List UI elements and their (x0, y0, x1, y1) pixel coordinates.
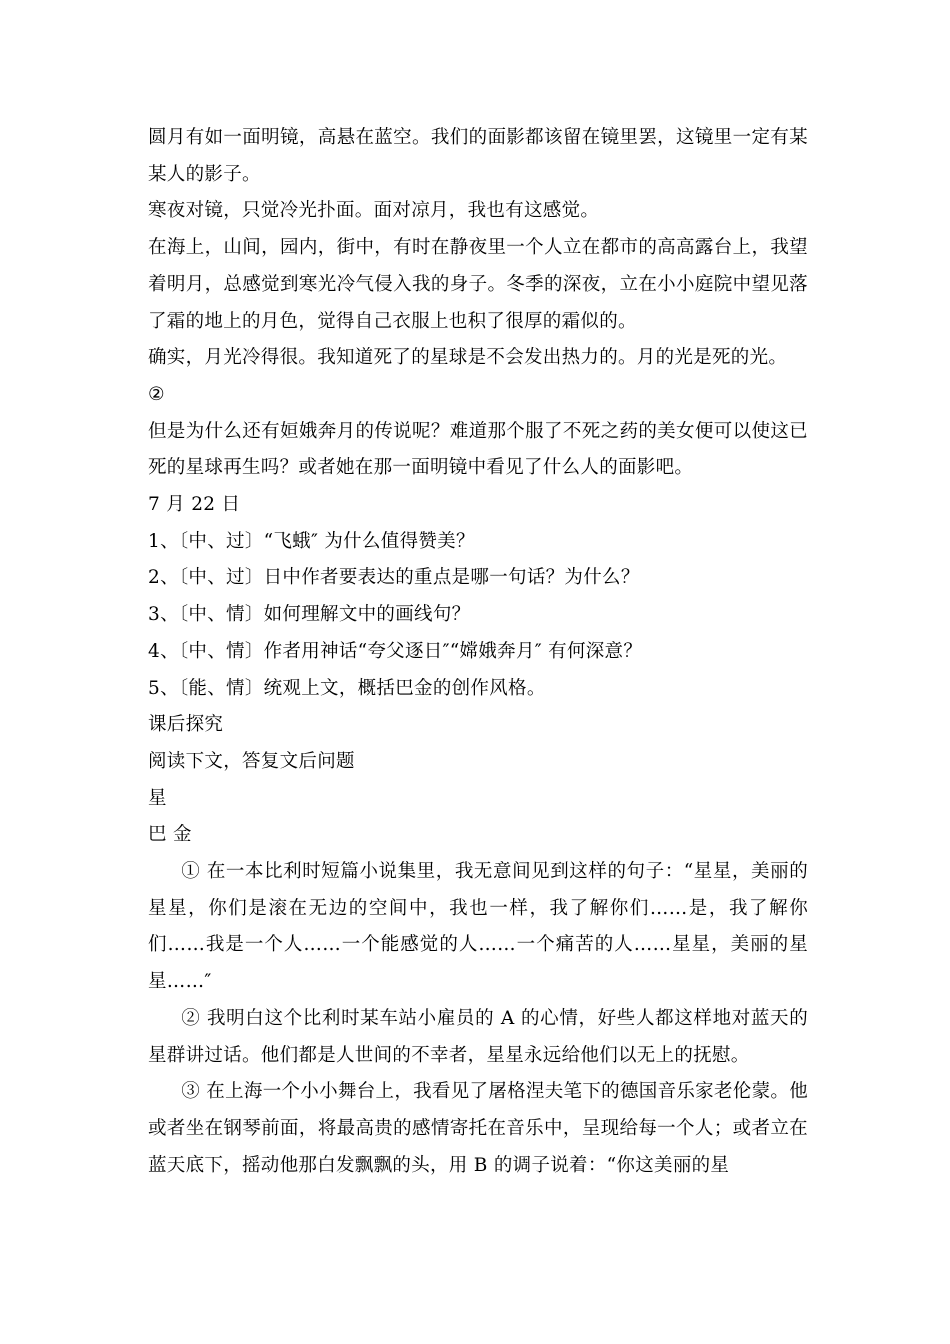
instruction-line: 阅读下文，答复文后问题 (148, 750, 355, 772)
paragraph-change-legend: 但是为什么还有姮娥奔月的传说呢？难道那个服了不死之药的美女便可以使这已死的星球再生吗？或者她在那一面明镜中看见了什么人的面影吧。 (148, 420, 808, 479)
paragraph-cold-night: 寒夜对镜，只觉冷光扑面。面对凉月，我也有这感觉。 (148, 200, 600, 222)
question-2: 2、〔中、过〕日中作者要表达的重点是哪一句话？为什么？ (148, 567, 640, 589)
question-1: 1、〔中、过〕“飞蛾″ 为什么值得赞美？ (148, 530, 475, 552)
paragraph-sea-mountain: 在海上，山间，园内，街中，有时在静夜里一个人立在都市的高高露台上，我望着明月，总感觉到寒光冷气侵入我的身子。冬季的深夜，立在小小庭院中望见落了霜的地上的月色，觉得自己衣服上也积了很厚的霜似的。 (148, 237, 808, 332)
question-3: 3、〔中、情〕如何理解文中的画线句？ (148, 604, 471, 626)
section-marker-2: ② (148, 383, 165, 405)
document-body (148, 120, 808, 1184)
section-heading-after-class: 课后探究 (148, 714, 224, 736)
question-4: 4、〔中、情〕作者用神话“夸父逐日″“嫦娥奔月″ 有何深意？ (148, 640, 643, 662)
question-5: 5、〔能、情〕统观上文，概括巴金的创作风格。 (148, 677, 546, 699)
article-title: 星 (148, 787, 167, 809)
date-line: 7 月 22 日 (148, 494, 241, 516)
paragraph-moon-mirror: 圆月有如一面明镜，高悬在蓝空。我们的面影都该留在镜里罢，这镜里一定有某某人的影子。 (148, 127, 808, 185)
article-author: 巴 金 (148, 824, 192, 846)
article-paragraph-3: ③ 在上海一个小小舞台上，我看见了屠格涅夫笔下的德国音乐家老伦蒙。他或者坐在钢琴前面，将最高贵的感情寄托在音乐中，呈现给每一个人；或者立在蓝天底下，摇动他那白发飘飘的头，用 B 的调子说着：“你这美丽的星 (148, 1081, 808, 1176)
article-paragraph-1: ① 在一本比利时短篇小说集里，我无意间见到这样的句子：“星星，美丽的星星，你们是滚在无边的空间中，我也一样，我了解你们……是，我了解你们……我是一个人……一个能感觉的人……一个痛苦的人……星星，美丽的星星……″ (148, 861, 808, 993)
article-paragraph-2: ② 我明白这个比利时某车站小雇员的 A 的心情，好些人都这样地对蓝天的星群讲过话。他们都是人世间的不幸者，星星永远给他们以无上的抚慰。 (148, 1007, 808, 1066)
paragraph-moonlight-cold: 确实，月光冷得很。我知道死了的星球是不会发出热力的。月的光是死的光。 (148, 347, 788, 369)
